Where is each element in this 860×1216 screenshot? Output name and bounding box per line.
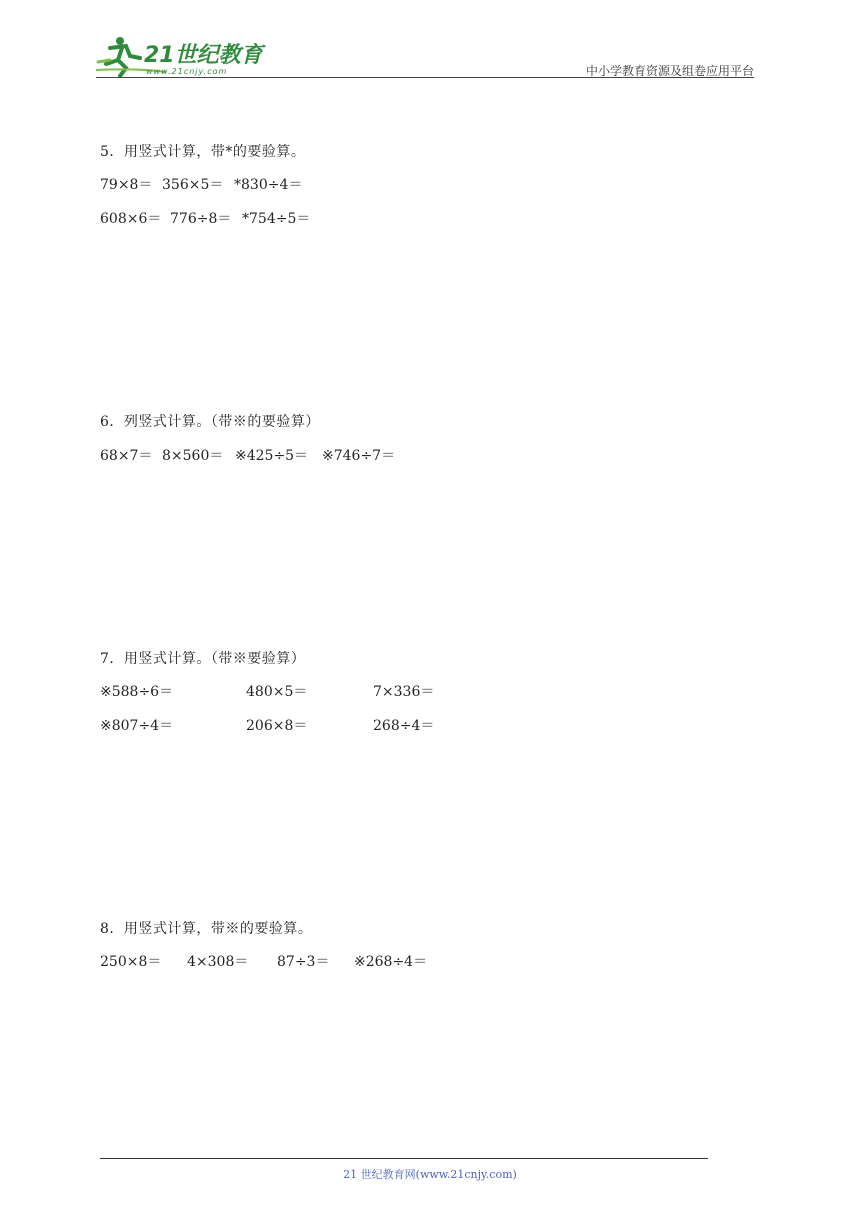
expression: 87÷3＝	[277, 954, 330, 970]
expression: 480×5＝	[246, 684, 308, 700]
expression: 68×7＝	[100, 448, 153, 464]
expression: ※807÷4＝	[100, 718, 174, 734]
expression: ※588÷6＝	[100, 684, 174, 700]
header-divider	[96, 77, 754, 78]
expression: *754÷5＝	[242, 211, 311, 227]
svg-text:21世纪教育: 21世纪教育	[144, 43, 263, 68]
svg-text:www.21cnjy.com: www.21cnjy.com	[146, 67, 228, 76]
header-platform-text: 中小学教育资源及组卷应用平台	[585, 64, 754, 78]
site-logo	[96, 34, 276, 78]
expression: ※746÷7＝	[322, 448, 396, 464]
expression: *830÷4＝	[234, 177, 303, 193]
footer-link-text[interactable]: 21 世纪教育网(www.21cnjy.com)	[343, 1168, 517, 1181]
expression: 608×6＝	[100, 211, 162, 227]
expression: 8×560＝	[162, 448, 224, 464]
expression: ※268÷4＝	[354, 954, 428, 970]
question-6-title: 6．列竖式计算。（带※的要验算）	[100, 414, 320, 430]
footer-divider	[100, 1158, 708, 1159]
expression: 268÷4＝	[373, 718, 435, 734]
expression: 356×5＝	[162, 177, 224, 193]
expression: 4×308＝	[187, 954, 249, 970]
running-man-logo-icon	[96, 34, 276, 78]
expression: 7×336＝	[373, 684, 435, 700]
question-5-title: 5．用竖式计算，带*的要验算。	[100, 144, 306, 160]
expression: 206×8＝	[246, 718, 308, 734]
question-8-title: 8．用竖式计算，带※的要验算。	[100, 921, 313, 937]
expression: 250×8＝	[100, 954, 162, 970]
expression: 776÷8＝	[170, 211, 232, 227]
expression: 79×8＝	[100, 177, 153, 193]
expression: ※425÷5＝	[235, 448, 309, 464]
question-7-title: 7．用竖式计算。（带※要验算）	[100, 651, 306, 667]
